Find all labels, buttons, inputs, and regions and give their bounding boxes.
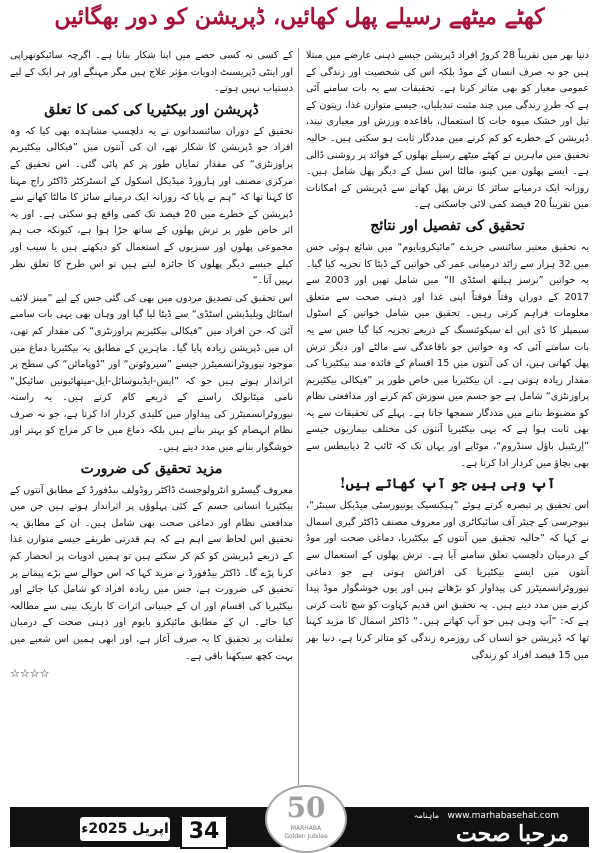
section-heading: تحقیق کی تفصیل اور نتائج (370, 217, 525, 234)
paragraph: کے کسی نہ کسی حصے میں اپنا شکار بناتا ہے۔ اگرچہ سائیکوتھراپی اور اینٹی ڈپریسنٹ ادویات مؤثر علاج ہیں مگر مہنگے اور ہر ایک کے لیے دستیاب نہیں ہوتے۔ (10, 50, 293, 95)
paragraph: دنیا بھر میں تقریباً 28 کروڑ افراد ڈپریشن جیسے ذہنی عارضے میں مبتلا ہیں جو نہ صرف انسان کے موڈ بلکہ اس کی شخصیت اور زندگی کے عمومی معیار کو بھی متاثر کرتا ہے۔ تحقیقات سے یہ بات سامنے آئی ہے کہ طرزِ زندگی میں چند مثبت تبدیلیاں، جیسے متوازن غذا، زیتون کے تیل اور خشک میوہ جات کا استعمال، باقاعدہ ورزش اور معیاری نیند، ڈپریشن کے خطرے کو کم کرنے میں مددگار ثابت ہو سکتی ہیں۔ حالیہ تحقیق میں ماہرین نے کھٹے میٹھے رسیلے پھلوں کے فوائد پر روشنی ڈالی ہے۔ ایسے پھلوں میں کینو، مالٹا اس نسل کے دیگر پھل شامل ہیں۔ روزانہ ایک درمیانے سائز کا ترش پھل کھانے سے ڈپریشن کے امکانات میں تقریباً 20 فیصد کمی لائی جاسکتی ہے۔ (306, 50, 589, 211)
paragraph: اس تحقیق کی تصدیق مردوں میں بھی کی گئی جس کے لیے ”مینز لائف اسٹائل ویلیڈیشن اسٹڈی“ سے ڈیٹا لیا گیا اور وہاں بھی یہی بات سامنے آئی کہ جن افراد میں ”فیکالی بیکٹیریم پراوزنٹزی“ کی مقدار کم تھی، ان میں ڈپریشن زیادہ پایا گیا۔ ماہرین کے مطابق یہ بیکٹیریا دماغ میں موجود نیوروٹرانسمیٹرز جیسے ”سیروٹونن“ اور ”ڈوپامائن“ کی سطح پر اثرانداز ہوتے ہیں جو کہ ”ایس-ایڈینوسائل-ایل-میتھائیونین سائیکل“ نامی میٹابولک راستے کے ذریعے کام کرتے ہیں۔ یہ راستہ نیوروٹرانسمیٹرز کی پیداوار میں کلیدی کردار ادا کرتا ہے، جو نہ صرف نظام انہضام کو بہتر بناتے ہیں بلکہ دماغ میں جا کر مزاج کو بہتر اور خوشگوار بنانے میں مدد دیتے ہیں۔ (10, 292, 293, 454)
section-heading: آپ وہی ہیں جو آپ کھاتے ہیں! (339, 476, 556, 493)
page-footer (0, 791, 599, 849)
badge-line2: Golden Jubilee (284, 833, 328, 840)
issue-date: اپریل 2025ء (80, 817, 170, 841)
article-column-left (10, 48, 293, 789)
brand-prefix: ماہنامہ (413, 811, 439, 820)
section-heading: ڈپریشن اور بیکٹیریا کی کمی کا تعلق (44, 101, 259, 118)
badge-number: 50 (286, 791, 326, 824)
end-stars-icon: ☆☆☆☆ (10, 667, 50, 681)
article-column-right (306, 48, 589, 789)
badge-line1: MARHABA (290, 825, 322, 832)
page-number: 34 (180, 815, 228, 849)
paragraph: اس تحقیق پر تبصرہ کرتے ہوئے ”ہیکنسیک یونیورسٹی میڈیکل سینٹر“، نیوجرسی کے چیئر آف سائیکاٹری اور معروف مصنف ڈاکٹر گیری اسمال نے کہا کہ ”حالیہ تحقیق میں آنتوں کے بیکٹیریا، دماغی صحت اور موڈ کے درمیان دلچسپ تعلق سامنے آیا ہے۔ ترش پھلوں کے استعمال سے آنتوں میں ایسے بیکٹیریا کی افزائش ہوتی ہے جو دماغی نیوروٹرانسمیٹرز کی پیداوار کو بڑھاتے ہیں اور یوں خوشگوار موڈ پیدا کرنے میں مدد دیتے ہیں۔ یہ تحقیق اس قدیم کہاوت کو سچ ثابت کرتی ہے کہ: ”آپ وہی ہیں جو آپ کھاتے ہیں۔“ ڈاکٹر اسمال کا مزید کہنا تھا کہ ڈپریشن جو انسان کی روزمرہ زندگی کو متاثر کرتا ہے، دنیا بھر میں 15 فیصد افراد کو زندگی (306, 500, 589, 661)
golden-jubilee-badge-icon (265, 785, 347, 853)
paragraph: تحقیق کے دوران سائنسدانوں نے یہ دلچسپ مشاہدہ بھی کیا کہ وہ افراد جو ڈپریشن کا شکار تھے، ان کی آنتوں میں ”فیکالی بیکٹیریم پراوزنٹزی“ کی مقدار نمایاں طور پر کم پائی گئی۔ اس تحقیق کے مرکزی مصنف اور ہارورڈ میڈیکل اسکول کے انسٹرکٹر ڈاکٹر راج مہتا کا کہنا تھا کہ ”ہم نے پایا کہ روزانہ ایک درمیانے سائز کا مالٹا کھانے سے ڈپریشن کے خطرے میں 20 فیصد تک کمی واقع ہو سکتی ہے۔ اور یہ اثر خاص طور پر ترش پھلوں کے ساتھ جڑا ہوا ہے، کیونکہ جب ہم مجموعی پھلوں اور سبزیوں کے استعمال کو دیکھتے ہیں یا سیب اور کیلے جیسے دیگر پھلوں کا جائزہ لیتے ہیں تو اس طرح کا تعلق نظر نہیں آتا۔“ (10, 125, 293, 287)
brand-logo: مرحبا صحت (455, 821, 569, 847)
page-title: کھٹے میٹھے رسیلے پھل کھائیں، ڈپریشن کو دور بھگائیں (54, 4, 545, 30)
column-divider (298, 48, 299, 785)
section-heading: مزید تحقیق کی ضرورت (80, 460, 223, 477)
website-url: www.marhabasehat.com (447, 811, 559, 821)
paragraph: یہ تحقیق معتبر سائنسی جریدے ”مائیکروبایوم“ میں شائع ہوئی جس میں 32 ہزار سے زائد درمیانی عمر کی خواتین کے ڈیٹا کا تجزیہ کیا گیا۔ یہ خواتین ”نرسز ہیلتھ اسٹڈی II“ میں شامل تھیں اور 2003 سے 2017 کے دوران وقتاً فوقتاً اپنی غذا اور ذہنی صحت سے متعلق معلومات فراہم کرتی رہیں۔ تحقیق میں شامل خواتین کے اسٹول سیمپلز کا ڈی این اے سیکوئنسنگ کے ذریعے تجزیہ کیا گیا جس سے یہ بات سامنے آئی کہ وہ خواتین جو باقاعدگی سے مالٹے اور دیگر ترش پھل کھاتی ہیں، ان کی آنتوں میں 15 اقسام کے فائدہ مند بیکٹیریا کی مقدار زیادہ ہوتی ہے۔ ان بیکٹیریا میں خاص طور پر ”فیکالی بیکٹیریم پراوزنٹزی“ شامل ہے جو جسم میں سوزش کم کرنے اور مدافعتی نظام کو مضبوط بنانے میں مددگار سمجھا جاتا ہے۔ پہلے کی تحقیقات سے یہ بھی ثابت ہوا ہے کہ یہی بیکٹیریا آنتوں کی مختلف بیماریوں جیسے ”اِریٹیبل باؤل سنڈروم“، موٹاپے اور یہاں تک کہ ٹائپ 2 ذیابیطس سے بھی بچاؤ میں کردار ادا کرتا ہے۔ (306, 241, 589, 469)
paragraph: معروف گیسٹرو انٹرولوجسٹ ڈاکٹر روڈولف بیڈفورڈ کے مطابق آنتوں کے بیکٹیریا انسانی جسم کے کئی پہلوؤں پر اثرانداز ہوتے ہیں جن میں مدافعتی نظام اور دماغی صحت بھی شامل ہیں۔ ان کے مطابق یہ تحقیق اس لحاظ سے اہم ہے کہ ہم قدرتی طریقے جیسے متوازن غذا کے ذریعے ڈپریشن کو کم کر سکتے ہیں تو ہمیں ادویات پر انحصار کم کرنا پڑے گا۔ ڈاکٹر بیڈفورڈ نے مزید کہا کہ اس حوالے سے بڑے پیمانے پر تحقیق کی ضرورت ہے، جس میں زیادہ افراد کو شامل کیا جائے اور بیکٹیریا کی اقسام اور ان کے جینیاتی اثرات کا باریک بینی سے مطالعہ کیا جائے۔ ان کے مطابق مائیکرو بایوم اور ذہنی صحت کے درمیان تعلقات پر تحقیق کا یہ صرف آغاز ہے، اور ابھی ہمیں اس شعبے میں بہت کچھ سیکھنا باقی ہے۔ (10, 484, 293, 662)
